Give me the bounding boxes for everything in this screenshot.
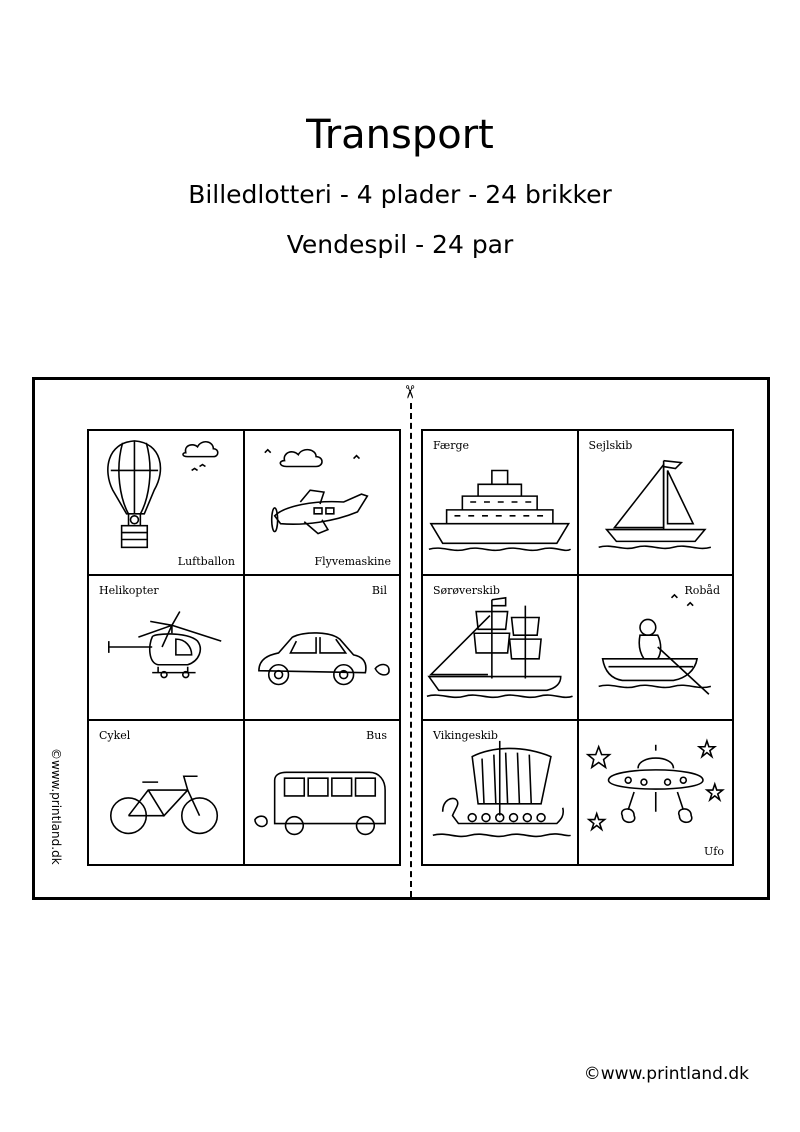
card-label: Sørøverskib [433,584,500,597]
scissors-icon: ✂ [398,384,420,400]
bicycle-icon [89,721,243,864]
card-bil [244,575,400,720]
page-title: Transport [306,112,494,158]
side-copyright-text: ©www.printland.dk [49,748,63,865]
card-label: Vikingeskib [433,729,498,742]
cut-line [410,403,412,897]
card-label: Luftballon [177,555,235,568]
card-label: Flyvemaskine [314,555,391,568]
card-sejlskib [578,430,734,575]
ferry-icon [423,431,577,574]
subtitle-memory: Vendespil - 24 par [286,230,514,259]
card-cykel [88,720,244,865]
card-label: Bus [366,729,387,742]
ufo-icon [579,721,733,864]
bus-icon [245,721,399,864]
card-robad [578,575,734,720]
card-label: Cykel [99,729,131,742]
card-faerge [422,430,578,575]
card-flyvemaskine [244,430,400,575]
card-ufo [578,720,734,865]
footer-copyright: ©www.printland.dk [583,1064,749,1084]
card-label: Helikopter [99,584,159,597]
helicopter-icon [89,576,243,719]
car-icon [245,576,399,719]
rowboat-icon [579,576,733,719]
card-bus [244,720,400,865]
card-grid-right [421,429,734,866]
viking-ship-icon [423,721,577,864]
card-grid-left [87,429,401,866]
card-label: Sejlskib [588,439,633,452]
card-helikopter [88,575,244,720]
card-label: Ufo [704,845,724,858]
sailboat-icon [579,431,733,574]
card-vikingeskib [422,720,578,865]
subtitle-lottery: Billedlotteri - 4 plader - 24 brikker [188,180,612,209]
card-label: Robåd [684,584,720,597]
hot-air-balloon-icon [89,431,243,574]
card-soroverskib [422,575,578,720]
card-label: Bil [371,584,387,597]
card-label: Færge [433,439,470,452]
card-luftballon [88,430,244,575]
airplane-icon [245,431,399,574]
pirate-ship-icon [423,576,577,719]
